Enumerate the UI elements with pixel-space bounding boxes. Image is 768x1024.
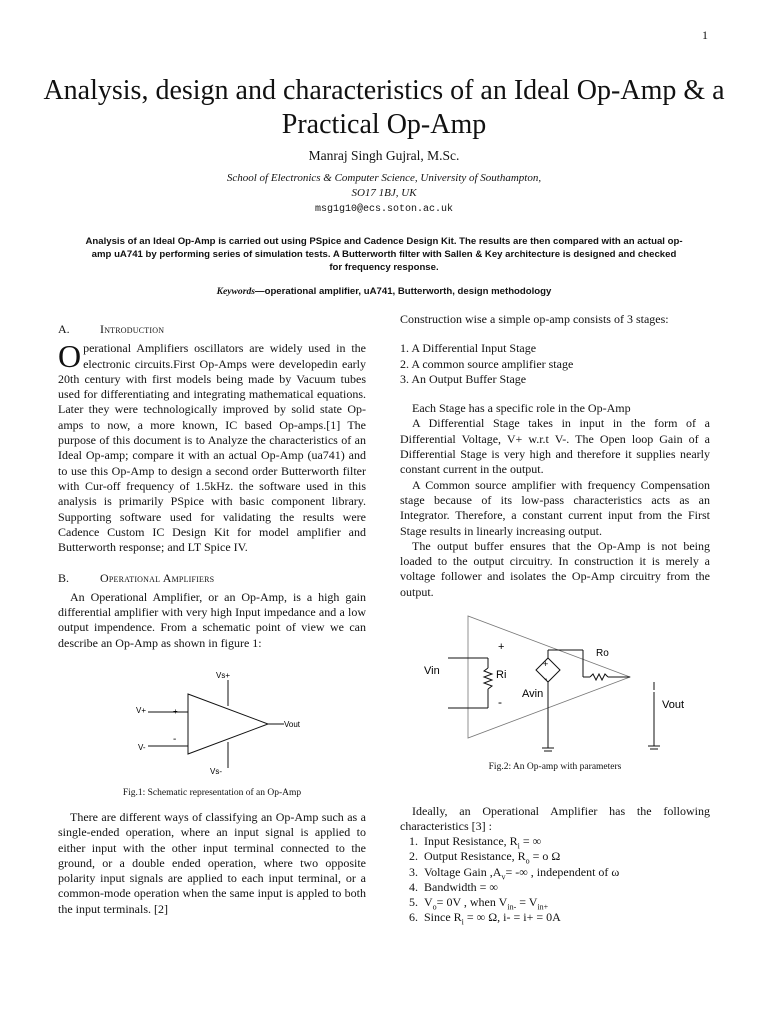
fig1-vs-plus-label: Vs+ xyxy=(216,671,231,680)
differential-stage-paragraph: A Differential Stage takes in input in the form of a Differential Voltage, V+ w.r.t V-. The Open loop Gain of a Differential Stage is very high and therefore it supplies nearly constant current in the output. xyxy=(400,416,710,477)
figure-2-opamp-parameters xyxy=(418,610,708,760)
list-item: 3. Voltage Gain $,A_v=$ -∞ , independent of ω xyxy=(409,864,620,881)
affiliation-line-1: School of Electronics & Computer Science, University of Southampton, xyxy=(226,172,542,184)
paper-title: Analysis, design and characteristics of an Ideal Op-Amp & a Practical Op-Amp xyxy=(43,75,725,140)
keywords-text: —operational amplifier, uA741, Butterworth, design methodology xyxy=(254,286,552,297)
stages-list xyxy=(400,341,710,387)
stage-item: 2. A common source amplifier stage xyxy=(400,356,574,371)
output-buffer-paragraph: The output buffer ensures that the Op-Amp is not being loaded to the output circuitry. In construction it is merely a voltage follower and isolates the Op-Amp circuitry from the output. xyxy=(400,538,710,599)
fig2-minus-sign: - xyxy=(498,695,502,709)
intro-body: perational Amplifiers oscillators are widely used in the electronic circuits.First Op-Amps were developedin early 20th century with first models being made by Vacuum tubes used for differentiating and integrating mathematical equations. Later they were technologically improved by solid state Op-amps to now, a more known, IC based Op-amps.[1] The purpose of this document is to Analyze the characteristics of an Ideal Op-amp; compare it with an actual Op-Amp (ua741) and to use this Op-Amp to design a second order Butterworth filter with Cur-off frequency of 1.5kHz. the software used in this analysis is primarily PSpice with basic component library. Supporting software used for validating the results were Cadence Custom IC Design Kit for model amplifier and Butterworth response; and LT Spice IV. xyxy=(58,341,366,555)
fig2-vin-label: Vin xyxy=(424,665,440,677)
affiliation-line-2: SO17 1BJ, UK xyxy=(351,187,417,199)
figure-1-opamp-schematic xyxy=(120,668,320,778)
section-a-heading xyxy=(58,322,366,337)
list-item: 5. $V_o= 0V$ , when $V_{in-} = V_{in+}$ xyxy=(409,895,549,912)
fig1-plus-sign: + xyxy=(173,707,178,716)
fig1-vs-minus-label: Vs- xyxy=(210,767,222,776)
author-email: msg1g10@ecs.soton.ac.uk xyxy=(314,204,454,215)
list-item: 4. Bandwidth = ∞ xyxy=(409,879,498,894)
page-number: 1 xyxy=(702,28,708,42)
left-column xyxy=(58,322,366,651)
list-item: 6. Since $R_i$ = ∞ Ω, i- = i+ = 0A xyxy=(409,910,561,927)
abstract: Analysis of an Ideal Op-Amp is carried out using PSpice and Cadence Design Kit. The results are then compared with an actual op-amp uA741 by performing series of simulation tests. A Butterworth filter with Sallen & Key architecture is designed and checked for frequency response. xyxy=(85,236,683,273)
fig2-ro-label: Ro xyxy=(596,648,609,659)
section-b-number: B. xyxy=(58,571,70,586)
stages-role-paragraph: Each Stage has a specific role in the Op-Amp xyxy=(412,401,631,416)
ro-resistor xyxy=(590,674,608,680)
affiliation xyxy=(0,171,768,201)
section-b-heading xyxy=(58,571,366,586)
fig2-source-minus: - xyxy=(544,674,548,685)
figure-1-caption: Fig.1: Schematic representation of an Op-Amp xyxy=(122,788,302,798)
fig2-source-plus: + xyxy=(543,659,549,669)
fig1-vout-label: Vout xyxy=(284,720,301,729)
keywords xyxy=(0,286,768,297)
fig1-v-minus-label: V- xyxy=(138,743,146,752)
fig2-avin-label: Avin xyxy=(522,688,544,700)
list-item: 1. Input Resistance, $R_i$ = ∞ xyxy=(409,834,542,851)
section-a-title: Introduction xyxy=(100,322,165,336)
ideal-characteristics-list xyxy=(400,834,710,926)
keywords-label: Keywords xyxy=(216,286,255,297)
drop-cap: O xyxy=(58,338,82,375)
section-b-title: Operational Amplifiers xyxy=(100,571,215,586)
ideal-characteristics-intro: Ideally, an Operational Amplifier has the following characteristics [3] : xyxy=(400,804,710,834)
fig1-minus-sign: - xyxy=(173,734,177,745)
ri-resistor xyxy=(484,668,492,689)
intro-paragraph xyxy=(58,338,366,555)
opamp-triangle xyxy=(468,616,630,738)
section-a-number: A. xyxy=(58,322,70,336)
author-name: Manraj Singh Gujral, M.Sc. xyxy=(308,148,460,163)
fig2-ri-label: Ri xyxy=(496,669,507,681)
fig2-plus-sign: + xyxy=(498,641,505,653)
fig2-vout-label: Vout xyxy=(662,699,685,711)
opamp-paragraph-2: There are different ways of classifying an Op-Amp such as a single-ended operation, where an input signal is applied to either input with the other input terminal connected to the ground, or a double ended operation, where two opposite polarity input signals are applied to each input terminal, or a common-mode operation when the same input is appled to both the input terminals. [2] xyxy=(58,810,366,916)
right-column xyxy=(400,312,710,600)
fig1-v-plus-label: V+ xyxy=(136,706,147,715)
figure-2-caption: Fig.2: An Op-amp with parameters xyxy=(488,762,622,772)
common-source-paragraph: A Common source amplifier with frequency Compensation stage because of its low-pass characteristics acts as an Integrator. Therefore, a constant current input from the First Stage results in linearly increasing output. xyxy=(400,477,710,538)
list-item: 2. Output Resistance, $R_o = o$ Ω xyxy=(409,849,561,866)
stage-item: 1. A Differential Input Stage xyxy=(400,341,537,356)
stage-item: 3. An Output Buffer Stage xyxy=(400,371,527,386)
opamp-paragraph-1: An Operational Amplifier, or an Op-Amp, is a high gain differential amplifier with very high Input impedance and a low output impendence. From a schematic point of view we can describe an Op-Amp as shown in figure 1: xyxy=(58,589,366,650)
construction-intro: Construction wise a simple op-amp consists of 3 stages: xyxy=(400,312,669,326)
